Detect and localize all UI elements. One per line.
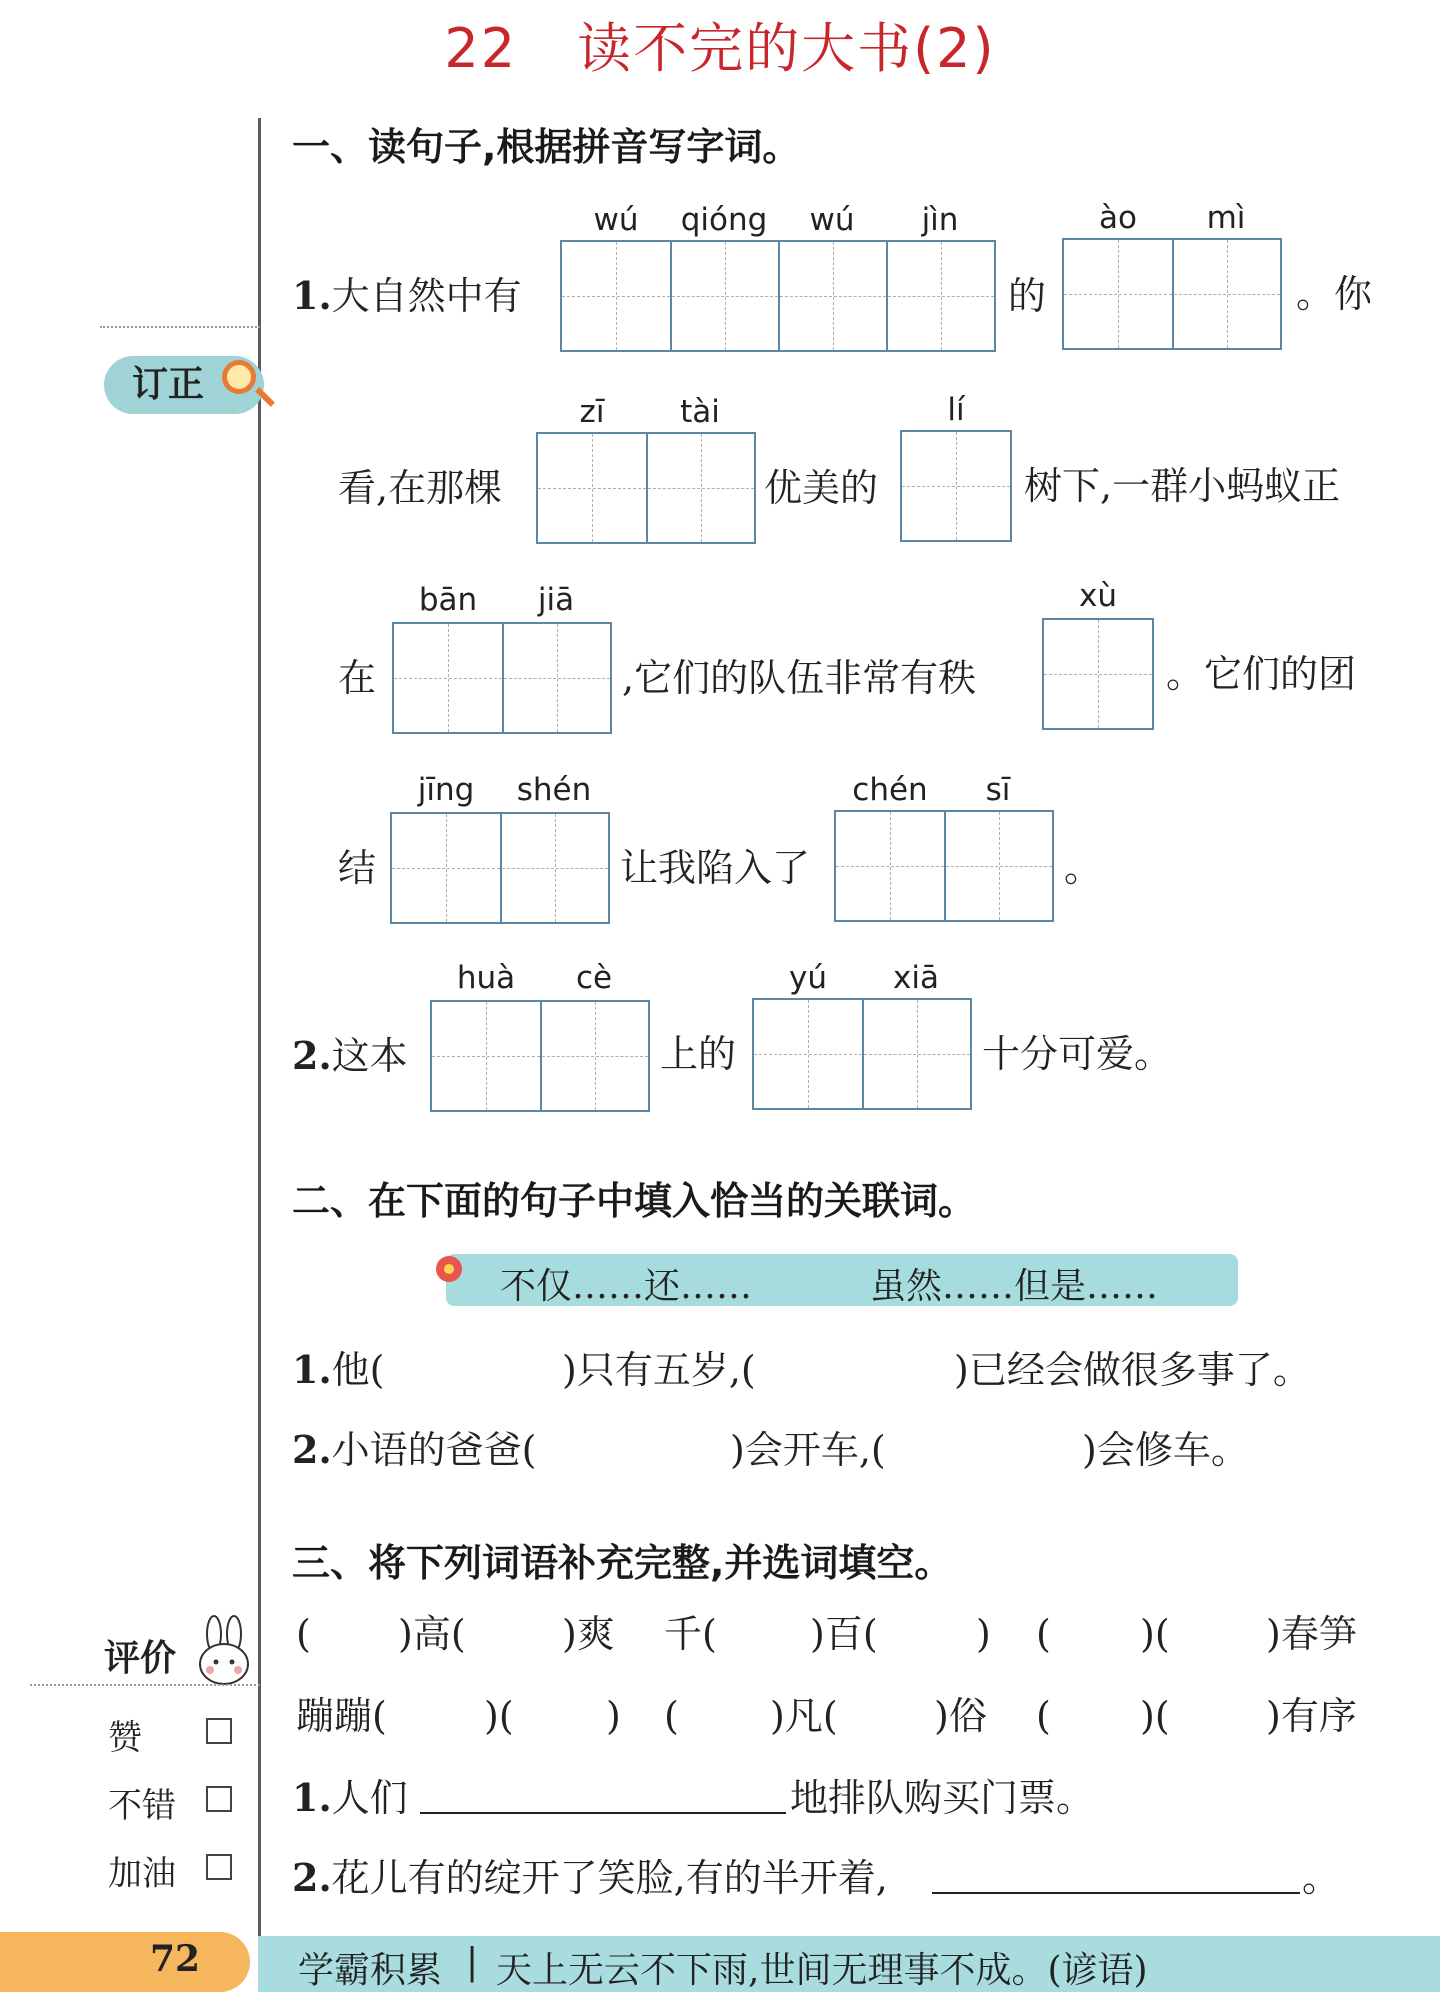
s3-r2-part: )俗 <box>934 1694 987 1738</box>
word-bank-option: 不仅……还…… <box>500 1266 753 1307</box>
pinyin-ce: cè <box>575 960 613 996</box>
q2-text: 这本 <box>331 1034 408 1078</box>
q1-text: 在 <box>338 656 377 700</box>
eval-checkbox[interactable] <box>206 1854 232 1880</box>
answer-grid[interactable] <box>560 240 996 352</box>
char-box[interactable] <box>392 814 500 922</box>
q1-text: 看,在那棵 <box>338 466 503 510</box>
s2-q1-text: 他( <box>331 1348 385 1392</box>
answer-grid[interactable] <box>1042 618 1154 730</box>
s3-q2-number: 2. <box>292 1855 332 1900</box>
pinyin-wu: wú <box>593 202 639 238</box>
pinyin-jia: jiā <box>537 582 575 618</box>
s3-r1-part: )爽 <box>562 1612 615 1656</box>
lesson-number: 22 <box>444 17 518 80</box>
s3-q1-text: 地排队购买门票。 <box>790 1776 1095 1820</box>
q1-text: 结 <box>338 846 377 890</box>
s3-r2-part: )( <box>484 1694 514 1738</box>
eval-option-label: 不错 <box>108 1786 176 1826</box>
s3-r2-part: ) <box>606 1694 621 1738</box>
char-box[interactable] <box>500 814 608 922</box>
eval-option-label: 加油 <box>108 1854 176 1894</box>
q2-lead <box>292 1034 408 1078</box>
char-box[interactable] <box>836 812 944 920</box>
s3-r2-part: 蹦蹦( <box>296 1694 387 1738</box>
char-box[interactable] <box>432 1002 540 1110</box>
s3-r2-part: )有序 <box>1266 1694 1357 1738</box>
q2-number: 2. <box>292 1033 332 1078</box>
s2-q2-number: 2. <box>292 1427 332 1472</box>
char-box[interactable] <box>562 242 670 350</box>
evaluation-label: 评价 <box>104 1638 177 1679</box>
s3-q2-text: 花儿有的绽开了笑脸,有的半开着, <box>331 1856 888 1900</box>
pinyin-wu: wú <box>809 202 855 238</box>
page-number: 72 <box>150 1938 201 1980</box>
pinyin-xia: xiā <box>893 960 939 996</box>
char-box[interactable] <box>886 242 994 350</box>
pinyin-chen: chén <box>852 772 928 808</box>
pinyin-ban: bān <box>418 582 478 618</box>
char-box[interactable] <box>1172 240 1280 348</box>
pinyin-yu: yú <box>789 960 827 996</box>
section2-heading: 二、在下面的句子中填入恰当的关联词。 <box>292 1179 977 1223</box>
s3-r1-part: )高( <box>398 1612 466 1656</box>
magnifier-icon <box>222 360 256 394</box>
eval-checkbox[interactable] <box>206 1718 232 1744</box>
q2-text: 十分可爱。 <box>982 1032 1173 1076</box>
s3-r1-part: )百( <box>810 1612 878 1656</box>
q2-text: 上的 <box>660 1032 737 1076</box>
pinyin-hua: huà <box>456 960 516 996</box>
pinyin-mi: mì <box>1206 200 1246 236</box>
section3-heading: 三、将下列词语补充完整,并选词填空。 <box>292 1541 953 1585</box>
pinyin-jin: jìn <box>921 202 959 238</box>
s3-r2-part: )( <box>1140 1694 1170 1738</box>
s2-line2 <box>292 1428 537 1472</box>
footer-banner <box>258 1936 1440 1992</box>
answer-grid[interactable] <box>390 812 610 924</box>
s3-q2-text: 。 <box>1302 1856 1341 1900</box>
q1-text: 让我陷入了 <box>620 846 811 890</box>
answer-grid[interactable] <box>392 622 612 734</box>
char-box[interactable] <box>1064 240 1172 348</box>
s3-r1-part: )春笋 <box>1266 1612 1357 1656</box>
q1-line1-lead <box>292 274 522 318</box>
s2-q2-text: 小语的爸爸( <box>331 1428 537 1472</box>
char-box[interactable] <box>778 242 886 350</box>
answer-grid[interactable] <box>1062 238 1282 350</box>
flower-center <box>444 1264 454 1274</box>
s3-r2-part: )凡( <box>770 1694 838 1738</box>
q1-text: 大自然中有 <box>331 274 522 318</box>
s3-r2-part: ( <box>1036 1694 1051 1738</box>
q1-number: 1. <box>292 273 332 318</box>
pinyin-jing: jīng <box>417 772 475 808</box>
s3-line2 <box>292 1856 888 1900</box>
char-box[interactable] <box>538 434 646 542</box>
answer-grid[interactable] <box>834 810 1054 922</box>
answer-blank[interactable] <box>420 1812 786 1814</box>
answer-grid[interactable] <box>752 998 972 1110</box>
footer-separator: | <box>466 1942 479 1983</box>
char-box[interactable] <box>670 242 778 350</box>
char-box[interactable] <box>862 1000 970 1108</box>
bunny-icon <box>190 1614 258 1688</box>
page-number-tab <box>0 1932 250 1992</box>
q1-text: 的 <box>1008 274 1047 318</box>
eval-checkbox[interactable] <box>206 1786 232 1812</box>
page-title <box>0 6 1440 83</box>
pinyin-si: sī <box>985 772 1011 808</box>
s2-q1-number: 1. <box>292 1347 332 1392</box>
char-box[interactable] <box>540 1002 648 1110</box>
lesson-title: 读不完的大书(2) <box>577 17 996 80</box>
s3-q1-text: 人们 <box>331 1776 408 1820</box>
correction-label: 订正 <box>132 364 205 405</box>
pinyin-ao: ào <box>1099 200 1137 236</box>
char-box[interactable] <box>502 624 610 732</box>
q1-text: 树下,一群小蚂蚁正 <box>1024 464 1341 508</box>
answer-grid[interactable] <box>430 1000 650 1112</box>
char-box[interactable] <box>1044 620 1152 728</box>
s2-line1 <box>292 1348 385 1392</box>
char-box[interactable] <box>944 812 1052 920</box>
s2-q1-text: )只有五岁,( <box>562 1348 756 1392</box>
pinyin-tai: tài <box>680 394 720 430</box>
char-box[interactable] <box>754 1000 862 1108</box>
s3-q1-number: 1. <box>292 1775 332 1820</box>
pinyin-zi: zī <box>579 394 605 430</box>
s3-r1-part: )( <box>1140 1612 1170 1656</box>
pinyin-li: lí <box>947 392 965 428</box>
answer-grid[interactable] <box>536 432 756 544</box>
s2-q2-text: )会修车。 <box>1082 1428 1249 1472</box>
footer-label: 学霸积累 <box>298 1950 443 1991</box>
s2-q1-text: )已经会做很多事了。 <box>954 1348 1311 1392</box>
s3-r1-part: 千( <box>664 1612 717 1656</box>
answer-grid[interactable] <box>900 430 1012 542</box>
s3-r1-part: ( <box>1036 1612 1051 1656</box>
eval-option-label: 赞 <box>108 1718 142 1758</box>
pinyin-shen: shén <box>516 772 592 808</box>
s3-r1-part: ) <box>976 1612 991 1656</box>
s3-r2-part: ( <box>664 1694 679 1738</box>
q1-text: ,它们的队伍非常有秩 <box>622 656 977 700</box>
pinyin-xu: xù <box>1079 578 1117 614</box>
q1-text: 。它们的团 <box>1166 652 1357 696</box>
char-box[interactable] <box>394 624 502 732</box>
char-box[interactable] <box>646 434 754 542</box>
evaluation-divider <box>30 1684 260 1686</box>
q1-text: 。 <box>1064 846 1103 890</box>
pinyin-qiong: qióng <box>680 202 768 238</box>
s3-r1-part: ( <box>296 1612 311 1656</box>
s2-q2-text: )会开车,( <box>730 1428 886 1472</box>
answer-blank[interactable] <box>932 1892 1300 1894</box>
char-box[interactable] <box>902 432 1010 540</box>
q1-text: 。你 <box>1296 272 1373 316</box>
footer-quote: 天上无云不下雨,世间无理事不成。(谚语) <box>496 1950 1148 1991</box>
margin-dotted-line <box>100 326 260 328</box>
s3-line1 <box>292 1776 408 1820</box>
section1-heading: 一、读句子,根据拼音写字词。 <box>292 125 801 169</box>
q1-text: 优美的 <box>764 466 879 510</box>
word-bank-banner <box>446 1254 1238 1306</box>
word-bank-option: 虽然……但是…… <box>870 1266 1159 1307</box>
